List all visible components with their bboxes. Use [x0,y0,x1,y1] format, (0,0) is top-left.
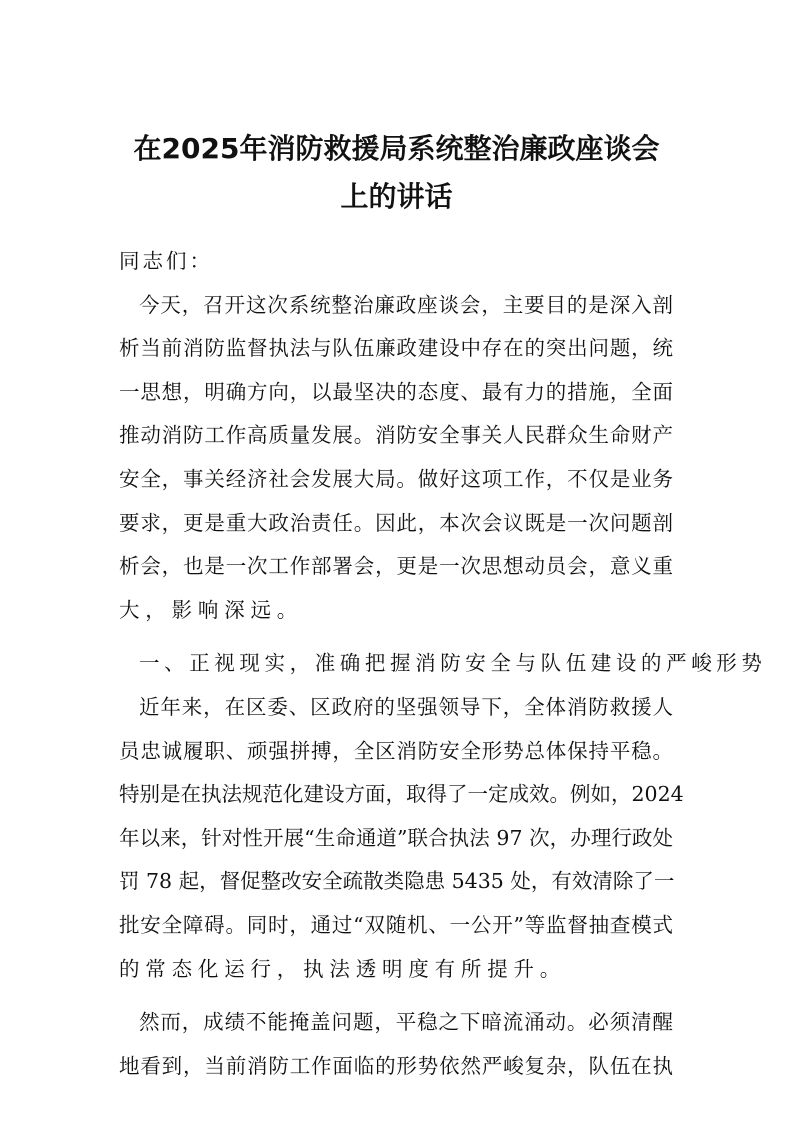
document-body [119,246,767,1094]
paragraph-gap [119,997,673,1007]
paragraph-line: 推动消防工作高质量发展。消防安全事关人民群众生命财产 [119,423,673,448]
paragraph-gap [119,638,673,648]
section-heading: 一、正视现实，准确把握消防安全与队伍建设的严峻形势 [139,651,767,676]
paragraph-line: 罚 78 起，督促整改安全疏散类隐患 5435 处，有效清除了一 [119,869,675,894]
paragraph-line: 特别是在执法规范化建设方面，取得了一定成效。例如，2024 [119,782,684,807]
paragraph [119,692,684,997]
paragraph-line: 批安全障碍。同时，通过“双随机、一公开”等监督抽查模式 [119,912,673,937]
paragraph-line: 然而，成绩不能掩盖问题，平稳之下暗流涌动。必须清醒 [139,1010,673,1035]
paragraph-line: 地看到，当前消防工作面临的形势依然严峻复杂，队伍在执 [119,1053,673,1078]
paragraph-line: 大，影响深远。 [119,597,304,622]
document-title-line-1: 在2025年消防救援局系统整治廉政座谈会 [133,132,660,165]
paragraph [119,1007,673,1094]
paragraph-line: 员忠诚履职、顽强拼搏，全区消防安全形势总体保持平稳。 [119,738,673,763]
paragraph-line: 的常态化运行，执法透明度有所提升。 [119,956,567,981]
paragraph-line: 安全，事关经济社会发展大局。做好这项工作，不仅是业务 [119,466,673,491]
paragraph-line: 今天，召开这次系统整治廉政座谈会，主要目的是深入剖 [139,292,673,317]
paragraph-line: 一思想，明确方向，以最坚决的态度、最有力的措施，全面 [119,379,673,404]
paragraph [119,290,673,639]
paragraph-line: 析会，也是一次工作部署会，更是一次思想动员会，意义重 [119,554,673,579]
paragraph-line: 析当前消防监督执法与队伍廉政建设中存在的突出问题，统 [119,336,673,361]
salutation: 同志们： [119,249,213,273]
paragraph-line: 年以来，针对性开展“生命通道”联合执法 97 次，办理行政处 [119,825,673,850]
paragraph-line: 近年来，在区委、区政府的坚强领导下，全体消防救援人 [139,694,673,719]
document-title-line-2: 上的讲话 [340,180,453,213]
paragraph-line: 要求，更是重大政治责任。因此，本次会议既是一次问题剖 [119,510,673,535]
paragraph [119,648,767,692]
